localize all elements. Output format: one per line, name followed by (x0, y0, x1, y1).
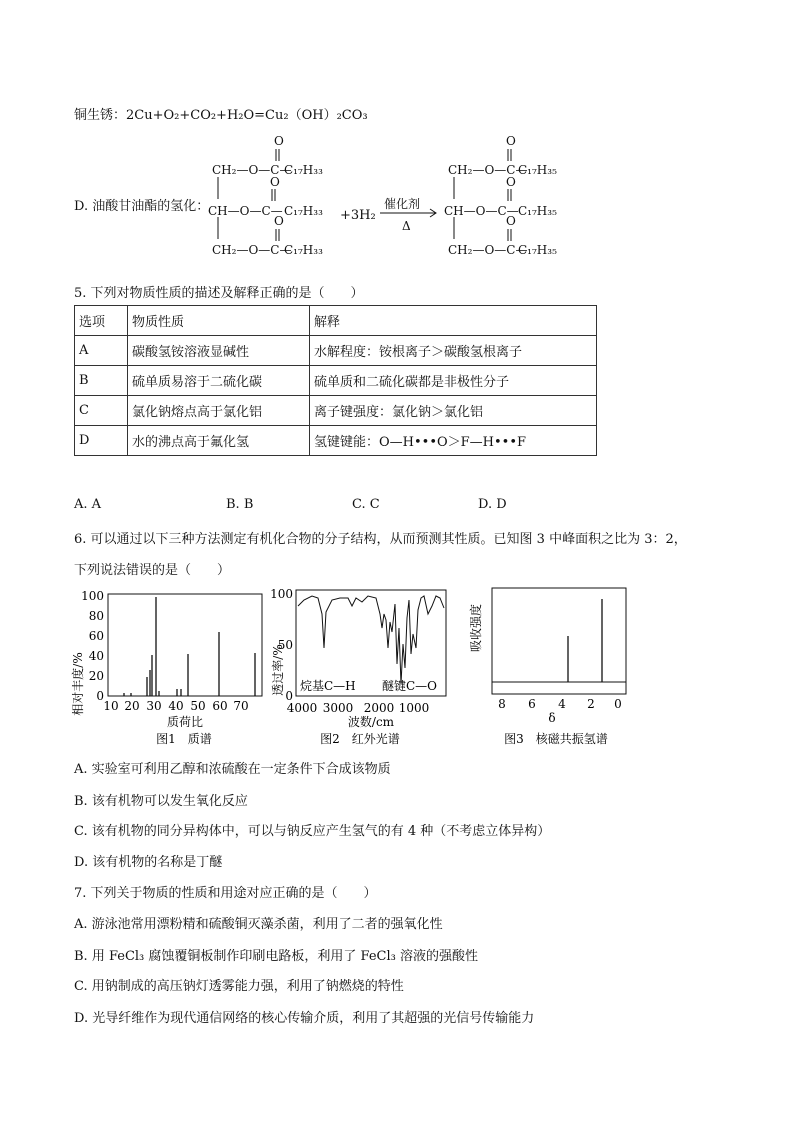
table-header: 选项 (75, 306, 128, 336)
fig2-xtick: 1000 (398, 701, 430, 715)
fig2-label-alkyl: 烷基C—H (300, 679, 356, 693)
fig2-ytick: 50 (277, 638, 293, 652)
fig3-nmr-spectrum (466, 584, 636, 748)
fig1-caption: 图1 质谱 (156, 732, 212, 746)
fig1-peaks (124, 597, 255, 696)
table-cell: 硫单质和二硫化碳都是非极性分子 (310, 366, 597, 396)
product-chain-1: C₁₇H₃₅ (518, 163, 557, 177)
table-row (75, 336, 597, 366)
q7-stem: 7. 下列关于物质的性质和用途对应正确的是（ ） (74, 886, 377, 901)
option-c-text: 铜生锈：2Cu+O₂+CO₂+H₂O=Cu₂（OH）₂CO₃ (74, 108, 368, 123)
reactant-chain-1: C₁₇H₃₃ (284, 163, 323, 177)
catalyst-label: 催化剂 (384, 197, 421, 211)
product-chain-2: C₁₇H₃₅ (518, 204, 557, 218)
product-structure (444, 134, 527, 257)
fig1-mass-spectrum (68, 584, 268, 748)
table-header: 解释 (310, 306, 597, 336)
svg-text:O: O (274, 134, 284, 148)
fig2-xtick: 3000 (322, 701, 354, 715)
fig1-ytick: 80 (88, 609, 104, 623)
reactant-chain-3: C₁₇H₃₃ (284, 243, 323, 257)
fig1-xtick: 70 (233, 699, 249, 713)
fig3-xtick: 4 (558, 697, 566, 711)
svg-text:O: O (506, 175, 516, 189)
fig1-ytick: 60 (88, 629, 104, 643)
table-cell: 水解程度：铵根离子＞碳酸氢根离子 (310, 336, 597, 366)
table-cell: A (75, 336, 128, 366)
table-cell: C (75, 396, 128, 426)
table-cell: 碳酸氢铵溶液显碱性 (128, 336, 310, 366)
q6-stem-line1: 6. 可以通过以下三种方法测定有机化合物的分子结构，从而预测其性质。已知图 3 中峰面积之比为 3：2， (74, 532, 687, 547)
reactant-structure (208, 134, 291, 257)
fig1-xtick: 10 (103, 699, 119, 713)
fig1-ytick: 100 (81, 589, 104, 603)
table-cell: 硫单质易溶于二硫化碳 (128, 366, 310, 396)
fig2-caption: 图2 红外光谱 (320, 732, 400, 746)
table-cell: 氢键键能：O—H•••O＞F—H•••F (310, 426, 597, 456)
fig3-caption: 图3 核磁共振氢谱 (504, 732, 608, 746)
fig1-ylabel: 相对丰度/% (71, 652, 85, 716)
fig2-ytick: 100 (270, 587, 293, 601)
option-d-label: D. 油酸甘油酯的氢化： (74, 199, 210, 214)
fig2-ylabel: 透过率/% (271, 644, 285, 696)
reactant-chain-2: C₁₇H₃₃ (284, 204, 323, 218)
fig1-frame (108, 594, 262, 696)
svg-text:CH₂—O—C—: CH₂—O—C— (212, 163, 292, 177)
table-row (75, 396, 597, 426)
table-header: 物质性质 (128, 306, 310, 336)
svg-text:CH₂—O—C—: CH₂—O—C— (448, 243, 528, 257)
hydrogen-reagent: +3H₂ (340, 208, 376, 223)
fig1-xtick: 40 (168, 699, 184, 713)
fig1-xtick: 60 (212, 699, 228, 713)
q6-option-a: A. 实验室可利用乙醇和浓硫酸在一定条件下合成该物质 (74, 762, 391, 777)
svg-text:CH—O—C—: CH—O—C— (208, 204, 283, 218)
fig2-spectrum-curve (298, 596, 444, 684)
fig2-xtick: 2000 (363, 701, 395, 715)
fig2-ytick: 0 (285, 689, 293, 703)
fig1-xtick: 20 (124, 699, 140, 713)
fig2-label-ether: 醚键C—O (382, 679, 438, 693)
fig2-ir-spectrum (268, 584, 458, 748)
q5-choice-b: B. B (226, 497, 254, 512)
product-chain-3: C₁₇H₃₅ (518, 243, 557, 257)
svg-text:CH₂—O—C—: CH₂—O—C— (448, 163, 528, 177)
q5-table (74, 305, 597, 456)
table-cell: 离子键强度：氯化钠＞氯化铝 (310, 396, 597, 426)
table-row (75, 426, 597, 456)
fig1-xlabel: 质荷比 (166, 715, 204, 729)
fig1-xtick: 50 (190, 699, 206, 713)
q7-option-a: A. 游泳池常用漂粉精和硫酸铜灭藻杀菌，利用了二者的强氧化性 (74, 917, 443, 932)
q7-option-b: B. 用 FeCl₃ 腐蚀覆铜板制作印刷电路板，利用了 FeCl₃ 溶液的强酸性 (74, 949, 478, 964)
q6-option-c: C. 该有机物的同分异构体中，可以与钠反应产生氢气的有 4 种（不考虑立体异构） (74, 824, 551, 839)
q7-option-c: C. 用钠制成的高压钠灯透雾能力强，利用了钠燃烧的特性 (74, 979, 404, 994)
table-row (75, 366, 597, 396)
svg-text:CH₂—O—C—: CH₂—O—C— (212, 243, 292, 257)
q6-option-b: B. 该有机物可以发生氧化反应 (74, 794, 248, 809)
fig3-xtick: 2 (587, 697, 595, 711)
table-cell: 氯化钠熔点高于氯化铝 (128, 396, 310, 426)
fig1-ytick: 20 (88, 669, 104, 683)
fig3-xtick: 6 (528, 697, 536, 711)
svg-text:O: O (506, 214, 516, 228)
fig3-xtick: 0 (614, 697, 622, 711)
svg-text:O: O (270, 175, 280, 189)
heat-symbol: Δ (402, 219, 411, 233)
svg-text:O: O (506, 134, 516, 148)
fig2-xlabel: 波数/cm (347, 715, 395, 729)
fig3-ylabel: 吸收强度 (469, 603, 483, 653)
fig3-frame (492, 588, 626, 694)
table-cell: D (75, 426, 128, 456)
q5-stem: 5. 下列对物质性质的描述及解释正确的是（ ） (74, 286, 364, 301)
q6-option-d: D. 该有机物的名称是丁醚 (74, 855, 223, 870)
fig2-xtick: 4000 (286, 701, 318, 715)
q5-choice-c: C. C (352, 497, 380, 512)
q6-stem-line2: 下列说法错误的是（ ） (74, 563, 231, 578)
hydrogenation-equation (208, 133, 568, 265)
fig1-ytick: 40 (88, 649, 104, 663)
svg-text:CH—O—C—: CH—O—C— (444, 204, 519, 218)
fig3-xtick: 8 (498, 697, 506, 711)
table-header-row (75, 306, 597, 336)
table-cell: B (75, 366, 128, 396)
fig3-xlabel: δ (548, 711, 556, 725)
table-cell: 水的沸点高于氟化氢 (128, 426, 310, 456)
fig1-ytick: 0 (96, 689, 104, 703)
q7-option-d: D. 光导纤维作为现代通信网络的核心传输介质，利用了其超强的光信号传输能力 (74, 1011, 535, 1026)
q5-choice-d: D. D (478, 497, 507, 512)
svg-text:O: O (274, 214, 284, 228)
q5-choice-a: A. A (74, 497, 102, 512)
fig1-xtick: 30 (146, 699, 162, 713)
